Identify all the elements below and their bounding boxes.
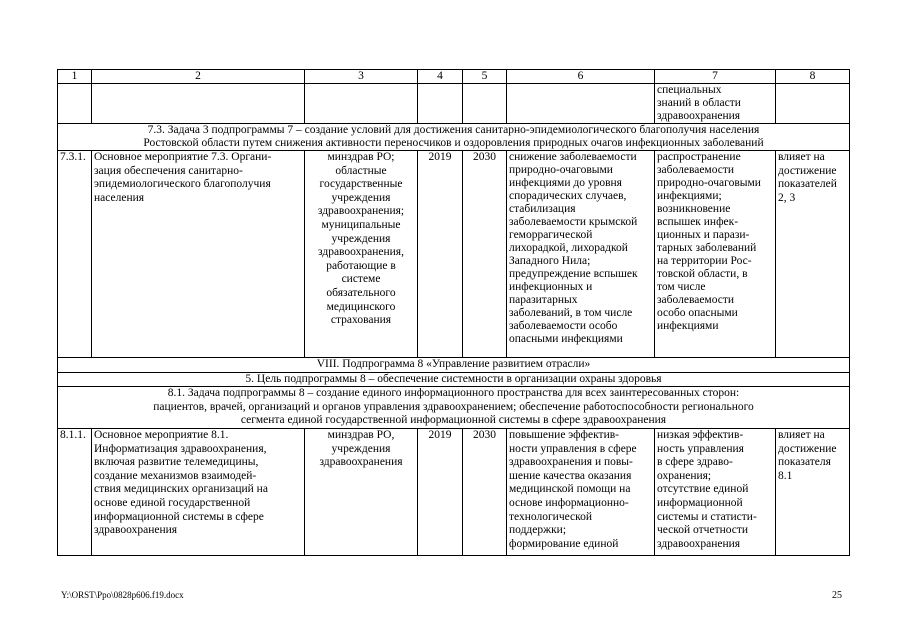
cell-line: основе информационно- bbox=[509, 496, 629, 509]
task-heading-row bbox=[58, 387, 850, 429]
cell-line: заболеваемости bbox=[657, 164, 735, 176]
cell-line: показателей bbox=[778, 178, 837, 191]
cell-executor bbox=[305, 151, 418, 358]
table-cell bbox=[418, 84, 463, 124]
cell-line: на территории Рос- bbox=[657, 255, 752, 267]
cell-line: поддержки; bbox=[509, 524, 567, 537]
cell-line: спорадических случаев, bbox=[509, 190, 627, 202]
cell-line: здравоохранения; bbox=[317, 205, 405, 218]
cell-result bbox=[507, 151, 655, 358]
cell-line: страхования bbox=[330, 314, 392, 327]
header-cell: 1 bbox=[58, 70, 92, 84]
cell-line: создание механизмов взаимодей- bbox=[94, 469, 257, 482]
cell-line: знаний в области bbox=[657, 97, 741, 109]
subprogram-heading-row bbox=[58, 358, 850, 373]
task-heading bbox=[58, 124, 850, 151]
table-row bbox=[58, 151, 850, 358]
cell-consequences bbox=[655, 84, 776, 124]
cell-line: геморрагической bbox=[509, 229, 593, 241]
page-number: 25 bbox=[832, 590, 842, 601]
cell-line: 2, 3 bbox=[778, 191, 796, 204]
cell-consequences bbox=[655, 428, 776, 555]
cell-line: инфекциями bbox=[657, 320, 719, 332]
cell-end-year: 2030 bbox=[463, 428, 507, 555]
table-row bbox=[58, 428, 850, 555]
table-cell bbox=[58, 84, 92, 124]
cell-line: особо опасными bbox=[657, 307, 738, 319]
header-row bbox=[58, 70, 850, 84]
cell-line: здравоохранения, bbox=[318, 246, 404, 259]
heading-line: сегмента единой государственной информационной системы в сфере здравоохранения bbox=[240, 414, 667, 427]
cell-line: медицинской помощи на bbox=[509, 483, 631, 496]
cell-line: минздрав РО, bbox=[327, 428, 395, 441]
cell-result bbox=[507, 428, 655, 555]
row-number: 7.3.1. bbox=[58, 151, 92, 358]
cell-line: повышение эффектив- bbox=[509, 428, 619, 441]
cell-line: Основное мероприятие 7.3. Органи- bbox=[94, 151, 272, 163]
cell-line: населения bbox=[94, 191, 145, 204]
task-heading bbox=[58, 387, 850, 429]
cell-line: информационной системы в сфере bbox=[94, 510, 264, 523]
cell-line: системе bbox=[341, 273, 381, 286]
heading-line: пациентов, врачей, организаций и органов управления здравоохранением; обеспечение работоспособности регионального bbox=[153, 400, 754, 413]
cell-executor bbox=[305, 428, 418, 555]
cell-indicator-link bbox=[776, 428, 850, 555]
cell-line: ческой отчетности bbox=[657, 524, 749, 537]
cell-line: работающие в bbox=[326, 259, 396, 272]
cell-line: возникновение bbox=[657, 203, 731, 215]
cell-line: здравоохранения bbox=[657, 537, 741, 550]
header-cell: 6 bbox=[507, 70, 655, 84]
cell-line: минздрав РО; bbox=[327, 151, 395, 163]
cell-line: областные bbox=[335, 164, 387, 177]
heading-line: 7.3. Задача 3 подпрограммы 7 – создание условий для достижения санитарно-эпидемиологического благополучия населения bbox=[147, 124, 760, 136]
cell-line: эпидемиологического благополучия bbox=[94, 178, 271, 191]
cell-line: природно-очаговыми bbox=[509, 164, 613, 176]
cell-line: Информатизация здравоохранения, bbox=[94, 442, 267, 455]
cell-line: достижение bbox=[778, 164, 837, 177]
continuation-row bbox=[58, 84, 850, 124]
table-cell bbox=[776, 84, 850, 124]
table-cell bbox=[305, 84, 418, 124]
cell-consequences bbox=[655, 151, 776, 358]
cell-line: ность управления bbox=[657, 442, 744, 455]
cell-line: системы и статисти- bbox=[657, 510, 757, 523]
table-cell bbox=[507, 84, 655, 124]
cell-line: тарных заболеваний bbox=[657, 242, 757, 254]
cell-line: стабилизация bbox=[509, 203, 576, 215]
heading-line: Ростовской области путем снижения активности переносчиков и оздоровления природных очагов инфекционных заболеваний bbox=[143, 137, 764, 149]
cell-line: формирование единой bbox=[509, 537, 619, 550]
cell-line: учреждения bbox=[331, 442, 391, 455]
cell-line: заболеваемости особо bbox=[509, 320, 618, 332]
goal-heading-row bbox=[58, 372, 850, 387]
cell-line: отсутствие единой bbox=[657, 483, 749, 496]
header-cell: 7 bbox=[655, 70, 776, 84]
cell-line: обязательного bbox=[326, 286, 396, 299]
cell-line: учреждения bbox=[331, 232, 391, 245]
cell-line: ствия медицинских организаций на bbox=[94, 483, 268, 496]
goal-heading: 5. Цель подпрограммы 8 – обеспечение системности в организации охраны здоровья bbox=[58, 372, 850, 387]
cell-line: шение качества оказания bbox=[509, 469, 632, 482]
cell-line: ности управления в сфере bbox=[509, 442, 637, 455]
cell-line: в сфере здраво- bbox=[657, 456, 733, 469]
header-cell: 2 bbox=[92, 70, 305, 84]
subprogram-heading: VIII. Подпрограмма 8 «Управление развитием отрасли» bbox=[58, 358, 850, 373]
cell-line: том числе bbox=[657, 281, 706, 293]
cell-line: основе единой государственной bbox=[94, 496, 251, 509]
cell-start-year: 2019 bbox=[418, 428, 463, 555]
task-heading-row bbox=[58, 124, 850, 151]
cell-line: заболеваемости крымской bbox=[509, 216, 638, 228]
cell-line: охранения; bbox=[657, 469, 712, 482]
cell-start-year: 2019 bbox=[418, 151, 463, 358]
cell-line: здравоохранения bbox=[319, 456, 403, 469]
header-cell: 3 bbox=[305, 70, 418, 84]
cell-line: лихорадкой, лихорадкой bbox=[509, 242, 628, 254]
cell-line: влияет на bbox=[778, 428, 825, 441]
cell-line: зация обеспечения санитарно- bbox=[94, 164, 243, 177]
cell-line: специальных bbox=[657, 84, 722, 96]
cell-line: снижение заболеваемости bbox=[509, 151, 637, 163]
cell-line: товской области, в bbox=[657, 268, 748, 280]
header-cell: 8 bbox=[776, 70, 850, 84]
cell-line: показателя bbox=[778, 456, 831, 469]
cell-line: технологической bbox=[509, 510, 593, 523]
heading-line: 8.1. Задача подпрограммы 8 – создание единого информационного пространства для всех заинтересованных сторон: bbox=[167, 387, 740, 400]
file-path-footer: Y:\ORST\Ppo\0828p606.f19.docx bbox=[61, 590, 184, 600]
cell-line: инфекциями; bbox=[657, 190, 722, 202]
cell-line: ционных и парази- bbox=[657, 229, 750, 241]
table-cell bbox=[463, 84, 507, 124]
cell-line: Основное мероприятие 8.1. bbox=[94, 428, 229, 441]
cell-measure bbox=[92, 151, 305, 358]
program-table bbox=[57, 69, 850, 556]
cell-line: влияет на bbox=[778, 151, 825, 163]
cell-line: достижение bbox=[778, 442, 837, 455]
cell-line: государственные bbox=[319, 178, 403, 191]
cell-line: здравоохранения bbox=[94, 524, 178, 537]
cell-line: природно-очаговыми bbox=[657, 177, 761, 189]
cell-line: включая развитие телемедицины, bbox=[94, 456, 259, 469]
cell-line: опасными инфекциями bbox=[509, 333, 623, 345]
cell-line: предупреждение вспышек bbox=[509, 268, 638, 280]
cell-measure bbox=[92, 428, 305, 555]
table-cell bbox=[92, 84, 305, 124]
cell-end-year: 2030 bbox=[463, 151, 507, 358]
row-number: 8.1.1. bbox=[58, 428, 92, 555]
cell-line: низкая эффектив- bbox=[657, 428, 744, 441]
cell-indicator-link bbox=[776, 151, 850, 358]
cell-line: заболеваемости bbox=[657, 294, 735, 306]
cell-line: инфекциями до уровня bbox=[509, 177, 622, 189]
cell-line: 8.1 bbox=[778, 469, 793, 482]
cell-line: инфекционных и bbox=[509, 281, 593, 293]
cell-line: медицинского bbox=[326, 300, 396, 313]
cell-line: распространение bbox=[657, 151, 741, 163]
header-cell: 4 bbox=[418, 70, 463, 84]
cell-line: здравоохранения и повы- bbox=[509, 456, 633, 469]
header-cell: 5 bbox=[463, 70, 507, 84]
cell-line: вспышек инфек- bbox=[657, 216, 739, 228]
cell-line: информационной bbox=[657, 496, 743, 509]
cell-line: Западного Нила; bbox=[509, 255, 591, 267]
cell-line: здравоохранения bbox=[657, 110, 741, 122]
cell-line: заболеваний, в том числе bbox=[509, 307, 633, 319]
cell-line: паразитарных bbox=[509, 294, 578, 306]
cell-line: учреждения bbox=[331, 191, 391, 204]
cell-line: муниципальные bbox=[321, 218, 401, 231]
